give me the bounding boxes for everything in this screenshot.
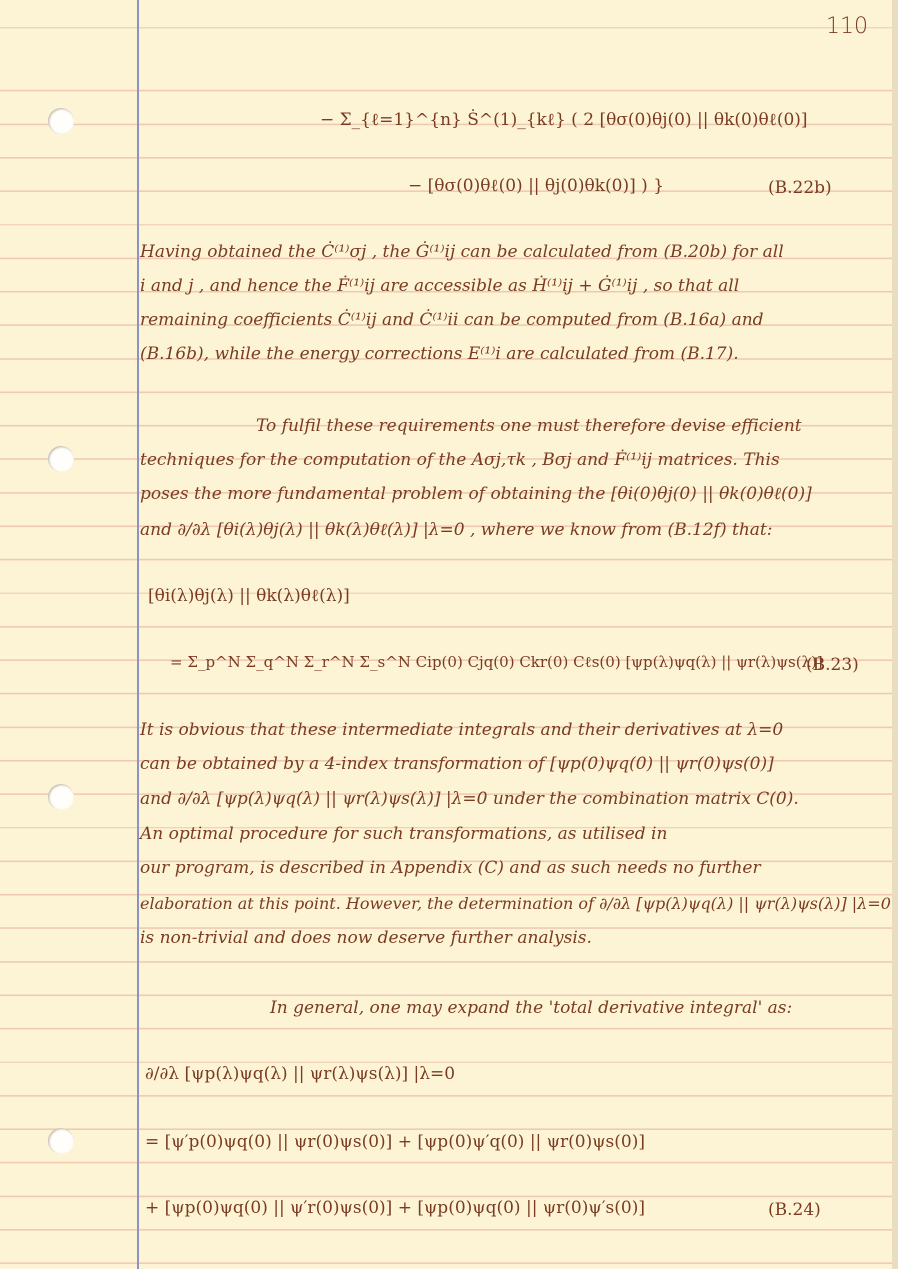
paragraph1-line: (B.16b), while the energy corrections E⁽¹⁾i are calculated from (B.17). — [140, 344, 739, 364]
page-edge — [892, 0, 898, 1269]
paragraph3-line: can be obtained by a 4-index transformation of [ψp(0)ψq(0) || ψr(0)ψs(0)] — [140, 754, 774, 774]
equation-b24-line2: = [ψ′p(0)ψq(0) || ψr(0)ψs(0)] + [ψp(0)ψ′q(0) || ψr(0)ψs(0)] — [145, 1132, 645, 1152]
paragraph3-line: It is obvious that these intermediate integrals and their derivatives at λ=0 — [140, 720, 784, 740]
paragraph2-line: poses the more fundamental problem of obtaining the [θi(0)θj(0) || θk(0)θℓ(0)] — [140, 484, 812, 504]
binder-hole — [48, 446, 74, 472]
equation-number-b24: (B.24) — [768, 1200, 821, 1220]
paragraph2-line: and ∂/∂λ [θi(λ)θj(λ) || θk(λ)θℓ(λ)] |λ=0 , where we know from (B.12f) that: — [140, 520, 773, 540]
paragraph3-line: An optimal procedure for such transformations, as utilised in — [140, 824, 668, 844]
equation-number-b23: (B.23) — [806, 655, 859, 675]
equation-b22b-line1: − Σ_{ℓ=1}^{n} Ṡ^(1)_{kℓ} ( 2 [θσ(0)θj(0) || θk(0)θℓ(0)] — [320, 110, 808, 130]
binder-hole — [48, 784, 74, 810]
equation-b23-line2: = Σ_p^N Σ_q^N Σ_r^N Σ_s^N Cip(0) Cjq(0) Ckr(0) Cℓs(0) [ψp(λ)ψq(λ) || ψr(λ)ψs(λ)] — [170, 653, 823, 671]
paragraph3-line: our program, is described in Appendix (C) and as such needs no further — [140, 858, 761, 878]
equation-b24-line1: ∂/∂λ [ψp(λ)ψq(λ) || ψr(λ)ψs(λ)] |λ=0 — [145, 1064, 456, 1084]
paragraph1-line: Having obtained the Ċ⁽¹⁾σj , the Ġ⁽¹⁾ij can be calculated from (B.20b) for all — [140, 242, 784, 262]
paragraph3-line: is non-trivial and does now deserve further analysis. — [140, 928, 592, 948]
paragraph3-line: elaboration at this point. However, the determination of ∂/∂λ [ψp(λ)ψq(λ) || ψr(λ)ψs(λ)] |λ=0 — [140, 894, 891, 913]
equation-number-b22b: (B.22b) — [768, 178, 832, 198]
equation-b23-line1: [θi(λ)θj(λ) || θk(λ)θℓ(λ)] — [148, 586, 350, 606]
paragraph4-line: In general, one may expand the 'total derivative integral' as: — [270, 998, 793, 1018]
paragraph2-line: techniques for the computation of the Aσj,τk , Bσj and Ḟ⁽¹⁾ij matrices. This — [140, 450, 780, 470]
equation-b22b-line2: − [θσ(0)θℓ(0) || θj(0)θk(0)] ) } — [408, 176, 665, 196]
binder-hole — [48, 108, 74, 134]
paragraph2-line: To fulfil these requirements one must therefore devise efficient — [256, 416, 802, 436]
margin-rule — [137, 0, 139, 1269]
binder-hole — [48, 1128, 74, 1154]
paragraph1-line: remaining coefficients Ċ⁽¹⁾ij and Ċ⁽¹⁾ii can be computed from (B.16a) and — [140, 310, 764, 330]
paragraph1-line: i and j , and hence the Ḟ⁽¹⁾ij are accessible as Ḣ⁽¹⁾ij + Ġ⁽¹⁾ij , so that all — [140, 276, 740, 296]
equation-b24-line3: + [ψp(0)ψq(0) || ψ′r(0)ψs(0)] + [ψp(0)ψq(0) || ψr(0)ψ′s(0)] — [145, 1198, 645, 1218]
paragraph3-line: and ∂/∂λ [ψp(λ)ψq(λ) || ψr(λ)ψs(λ)] |λ=0 under the combination matrix C(0). — [140, 789, 799, 809]
page-number: 110 — [826, 14, 868, 39]
